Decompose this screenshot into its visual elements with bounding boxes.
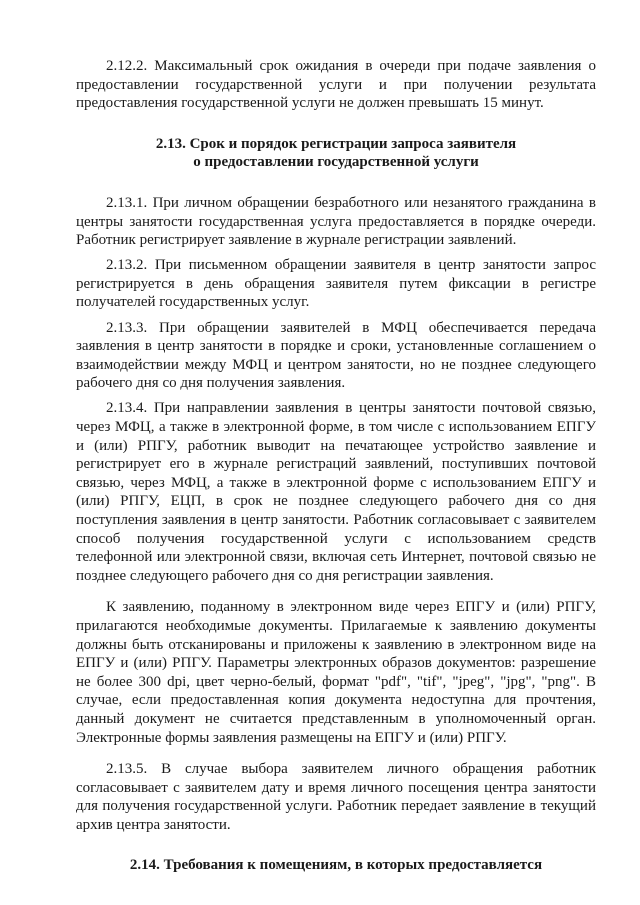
paragraph-attachments: К заявлению, поданному в электронном виде через ЕПГУ и (или) РПГУ, прилагаются необходимые документы. Прилагаемые к заявлению документы должны быть отсканированы и приложены к заявлению в электронном виде на ЕПГУ и (или) РПГУ. Параметры электронных образов документов: разрешение не более 300 dpi, цвет черно-белый, формат "pdf", "tif", "jpeg", "jpg", "png". В случае, если предоставленная копия документа недоступна для прочтения, данный документ не считается представленным в уполномоченный орган. Электронные формы заявления размещены на ЕПГУ и (или) РПГУ. [76,599,596,746]
spacer [76,834,596,856]
paragraph-2-13-5: 2.13.5. В случае выбора заявителем личного обращения работник согласовывает с заявителем дату и время личного посещения центра занятости для получения государственной услуги. Работник передает заявление в текущий архив центра занятости. [76,761,596,833]
spacer [76,747,596,760]
paragraph-2-13-4: 2.13.4. При направлении заявления в центры занятости почтовой связью, через МФЦ, а также в электронной форме, в том числе с использованием ЕПГУ и (или) РПГУ, работник выводит на печатающее устройство заявление и регистрирует его в журнале регистраций заявлений, поступивших почтовой связью, через МФЦ, а также в электронной форме с использованием ЕПГУ и (или) РПГУ, ЕЦП, в срок не позднее следующего рабочего дня со дня поступления заявления в центр занятости. Работник согласовывает с заявителем способ получения государственной услуги с использованием средств телефонной или электронной связи, включая сеть Интернет, почтовой связью не позднее следующего рабочего дня со дня регистрации заявления. [76,400,596,584]
section-heading-2-14: 2.14. Требования к помещениям, в которых предоставляется [129,857,543,874]
document-page [76,57,596,875]
paragraph-2-12-2: 2.12.2. Максимальный срок ожидания в очереди при подаче заявления о предоставлении государственной услуги и при получении результата предоставления государственной услуги не должен превышать 15 минут. [76,58,596,112]
paragraph-2-13-1: 2.13.1. При личном обращении безработного или незанятого гражданина в центры занятости государственная услуга предоставляется в порядке очереди. Работник регистрирует заявление в журнале регистрации заявлений. [76,194,596,249]
paragraph-2-13-3: 2.13.3. При обращении заявителей в МФЦ обеспечивается передача заявления в центр занятости в порядке и сроки, установленные соглашением о взаимодействии между МФЦ и центром занятости, но не позднее следующего рабочего дня со дня получения заявления. [76,319,596,392]
paragraph-2-13-2: 2.13.2. При письменном обращении заявителя в центр занятости запрос регистрируется в день обращения заявителя путем фиксации в регистре получателей государственных услуг. [76,257,596,311]
section-heading-2-13-line2: о предоставлении государственной услуги [193,154,479,171]
spacer [76,585,596,598]
spacer [76,172,596,194]
section-heading-2-13-line1: 2.13. Срок и порядок регистрации запроса заявителя [155,135,517,152]
spacer [76,113,596,135]
